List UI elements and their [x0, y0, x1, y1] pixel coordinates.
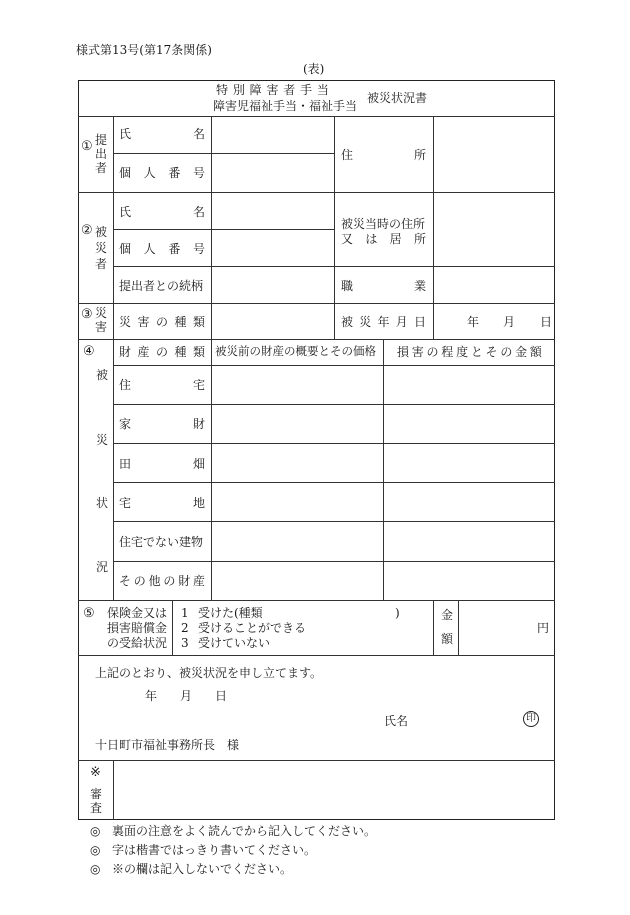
sec4-heading-2: 災 — [96, 433, 109, 447]
seal-icon: 印 — [523, 711, 539, 727]
declaration-year: 年 — [145, 689, 158, 703]
review-heading: 審 査 — [89, 787, 102, 816]
title-suffix: 被災状況書 — [367, 91, 428, 105]
sec4-heading-3: 状 — [96, 496, 109, 510]
vrule-head-2 — [113, 303, 114, 600]
sec4-col3-header: 損 害 の 程 度 と そ の 金 額 — [397, 345, 542, 359]
sec3-date-label: 被 災 年 月 日 — [341, 315, 426, 329]
note1-mark: ◎ — [90, 824, 101, 838]
sec3-year: 年 — [467, 315, 480, 329]
sec5-yen: 円 — [537, 621, 550, 635]
sec5-amount-char1: 金 — [441, 608, 454, 622]
sec2-job-field[interactable] — [434, 267, 553, 302]
sec2-heading: 被 災 者 — [95, 225, 108, 272]
sec4-col2-header: 被災前の財産の概要とその価格 — [215, 344, 376, 358]
sec2-job-label: 職 業 — [341, 279, 426, 293]
sec1-id-label: 個 人 番 号 — [119, 166, 205, 180]
sec3-day: 日 — [540, 315, 553, 329]
sec3-number: ③ — [81, 307, 93, 322]
sec2-relation-label: 提出者との続柄 — [119, 279, 204, 293]
sec5-opt3-num: 3 — [181, 636, 189, 650]
declaration-day: 日 — [215, 689, 228, 703]
sec2-address-line1: 被災当時の住所 — [341, 217, 426, 231]
rule-sec3-bottom — [78, 339, 555, 340]
sec5-opt1-num: 1 — [181, 606, 189, 620]
vrule-mid — [334, 116, 335, 339]
sec1-name-field[interactable] — [212, 117, 333, 152]
declaration-addressee: 十日町市福祉事務所長 様 — [95, 738, 240, 752]
sec4-heading-1: 被 — [96, 368, 109, 382]
note2-text: 字は楷書ではっきり書いてください。 — [112, 843, 317, 857]
vrule-head-1 — [113, 116, 114, 303]
sec4-col1-header: 財 産 の 種 類 — [119, 345, 205, 359]
sec5-amount-char2: 額 — [441, 632, 454, 646]
title-line1: 特 別 障 害 者 手 当 — [216, 83, 330, 97]
vrule-sec5-b — [433, 600, 434, 655]
sec5-label-1: 保険金又は — [107, 606, 168, 620]
sec3-heading: 災 害 — [95, 306, 108, 335]
sec1-id-field[interactable] — [212, 154, 333, 191]
sec5-opt1-close: ) — [395, 606, 400, 620]
sec5-label-3: の受給状況 — [107, 636, 168, 650]
sec5-opt3-text[interactable]: 受けていない — [198, 636, 271, 650]
sec2-relation-field[interactable] — [212, 267, 333, 302]
sec1-number: ① — [81, 139, 93, 154]
sec1-address-field[interactable] — [434, 117, 553, 191]
sec4-row-household: 家 財 — [119, 417, 205, 431]
sec4-row-building: 住宅でない建物 — [119, 535, 204, 549]
sec2-number: ② — [81, 223, 93, 238]
sec2-id-field[interactable] — [212, 230, 333, 265]
note3-mark: ◎ — [90, 862, 101, 876]
sec5-label-2: 損害賠償金 — [107, 621, 168, 635]
declaration-name-label: 氏名 — [384, 714, 409, 728]
sec4-row-fields: 田 畑 — [119, 457, 205, 471]
sec5-number: ⑤ — [83, 606, 95, 621]
side-label: (表) — [303, 62, 325, 76]
sec3-date-field[interactable] — [434, 304, 553, 338]
sec1-address-label: 住 所 — [341, 148, 426, 162]
vrule-sec5-a — [172, 600, 173, 655]
sec3-type-field[interactable] — [212, 304, 333, 338]
declaration-month: 月 — [180, 689, 193, 703]
note1-text: 裏面の注意をよく読んでから記入してください。 — [112, 824, 377, 838]
sec4-value-field[interactable] — [212, 366, 382, 599]
form-number: 様式第13号(第17条関係) — [76, 43, 212, 57]
sec2-name-field[interactable] — [212, 193, 333, 228]
sec2-name-label: 氏 名 — [119, 205, 205, 219]
declaration-name-field[interactable] — [411, 708, 521, 732]
sec4-row-land: 宅 地 — [119, 496, 205, 510]
sec2-address-line2: 又 は 居 所 — [341, 232, 426, 246]
sec4-row-housing: 住 宅 — [119, 378, 205, 392]
sec4-row-other: そ の 他 の 財 産 — [119, 574, 205, 588]
sec4-number: ④ — [83, 344, 95, 359]
note3-text: ※の欄は記入しないでください。 — [112, 862, 293, 876]
note2-mark: ◎ — [90, 843, 101, 857]
sec3-month: 月 — [503, 315, 516, 329]
sec1-heading: 提 出 者 — [95, 133, 108, 175]
sec3-type-label: 災 害 の 種 類 — [119, 315, 205, 329]
sec5-opt2-text[interactable]: 受けることができる — [198, 621, 307, 635]
declaration-statement: 上記のとおり、被災状況を申し立てます。 — [95, 666, 323, 680]
sec2-address-field[interactable] — [434, 193, 553, 265]
sec1-name-label: 氏 名 — [119, 127, 205, 141]
rule-sec5-bottom — [78, 655, 555, 656]
review-field — [114, 761, 553, 818]
sec2-id-label: 個 人 番 号 — [119, 242, 205, 256]
sec5-opt1-text[interactable]: 受けた(種類 — [198, 606, 263, 620]
review-mark: ※ — [90, 765, 101, 780]
sec5-opt2-num: 2 — [181, 621, 189, 635]
sec4-damage-field[interactable] — [384, 366, 553, 599]
sec4-heading-4: 況 — [96, 560, 109, 574]
title-line2: 障害児福祉手当・福祉手当 — [213, 99, 358, 113]
